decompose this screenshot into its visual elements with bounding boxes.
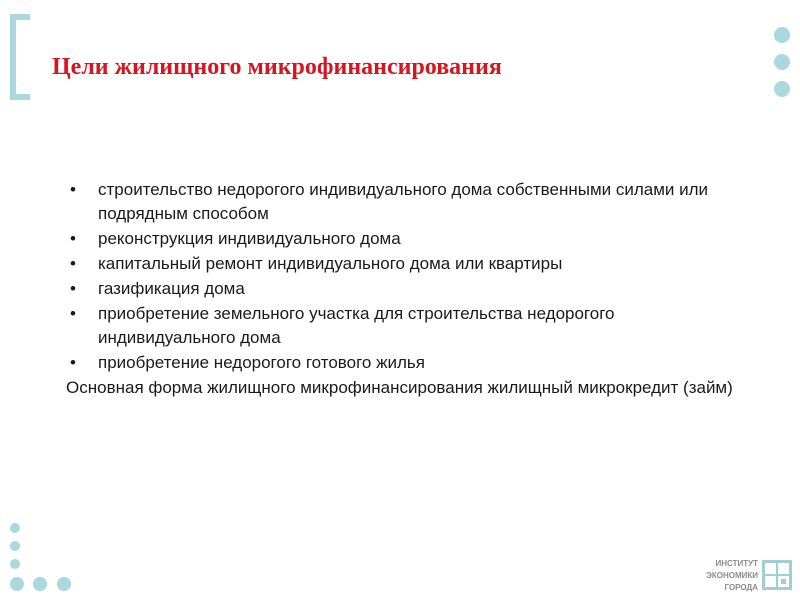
list-item: [66, 277, 746, 301]
decorative-dot: [10, 577, 24, 591]
bullet-icon: •: [70, 254, 76, 273]
slide-title: Цели жилищного микрофинансирования: [52, 54, 502, 80]
list-item: [66, 178, 746, 226]
decorative-bracket: [10, 14, 30, 100]
logo-line: ИНСТИТУТ: [715, 559, 758, 568]
slide-content: [66, 178, 746, 400]
list-item: [66, 252, 746, 276]
bullet-icon: •: [70, 229, 76, 248]
institute-logo-icon: [762, 560, 792, 590]
list-item-text: приобретение земельного участка для строительства недорогого индивидуального дома: [98, 304, 615, 347]
list-item: [66, 351, 746, 375]
list-item-text: реконструкция индивидуального дома: [98, 229, 401, 248]
bullet-icon: •: [70, 180, 76, 199]
list-item: [66, 302, 746, 350]
list-item: [66, 227, 746, 251]
goals-list: [66, 178, 746, 375]
logo-text: [706, 558, 758, 594]
decorative-dot: [774, 81, 790, 97]
logo-line: ГОРОДА: [724, 583, 758, 592]
list-item-text: газификация дома: [98, 279, 245, 298]
decorative-dot: [10, 541, 20, 551]
list-item-text: строительство недорогого индивидуального дома собственными силами или подрядным способом: [98, 180, 709, 223]
bullet-icon: •: [70, 353, 76, 372]
decorative-dot: [10, 523, 20, 533]
bullet-icon: •: [70, 304, 76, 323]
logo-line: ЭКОНОМИКИ: [706, 571, 758, 580]
decorative-dot: [10, 559, 20, 569]
list-item-text: капитальный ремонт индивидуального дома или квартиры: [98, 254, 563, 273]
decorative-dot: [774, 54, 790, 70]
decorative-dot: [774, 27, 790, 43]
list-item-text: приобретение недорогого готового жилья: [98, 353, 425, 372]
bullet-icon: •: [70, 279, 76, 298]
institute-logo: [696, 558, 792, 594]
decorative-dot: [33, 577, 47, 591]
decorative-dot: [57, 577, 71, 591]
summary-text: Основная форма жилищного микрофинансирования жилищный микрокредит (займ): [66, 378, 733, 397]
